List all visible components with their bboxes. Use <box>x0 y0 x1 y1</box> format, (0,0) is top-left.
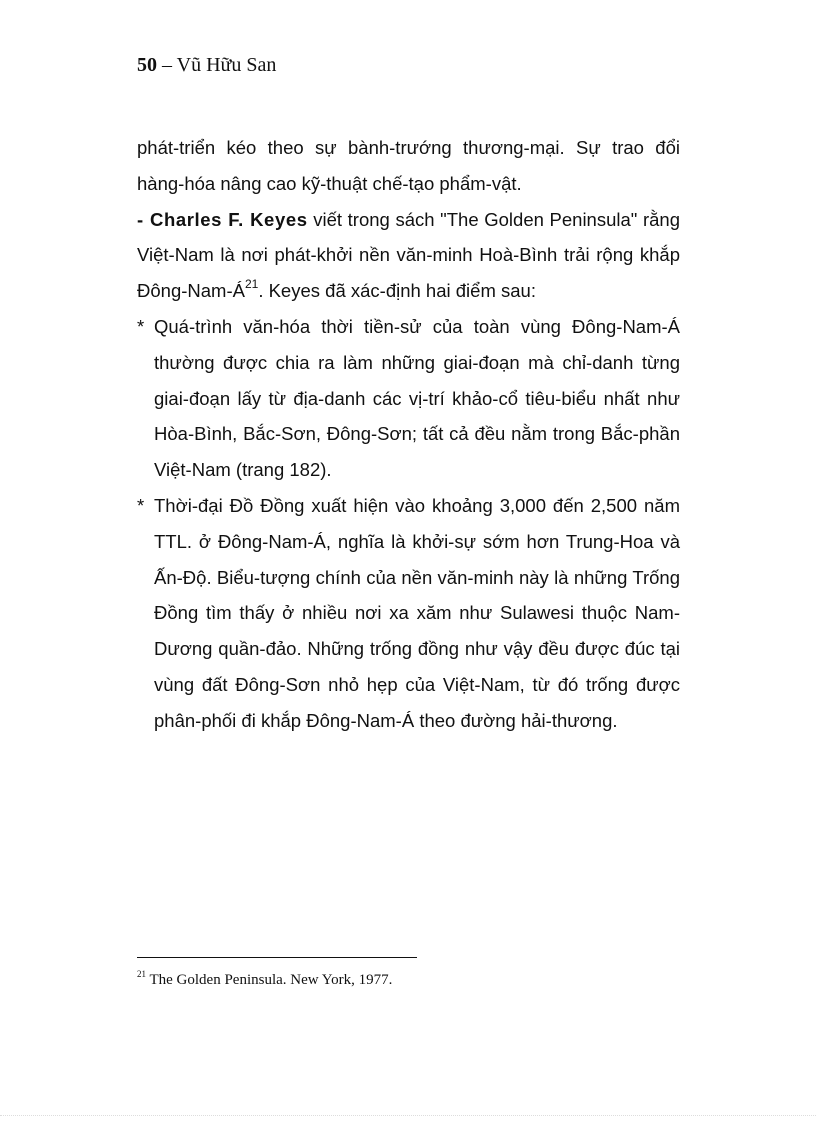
bullet-text-1: Quá-trình văn-hóa thời tiền-sử của toàn vùng Đông-Nam-Á thường được chia ra làm những giai-đoạn mà chỉ-danh từng giai-đoạn lấy từ địa-danh các vị-trí khảo-cổ tiêu-biểu nhất như Hòa-Bình, Bắc-Sơn, Đông-Sơn; tất cả đều nằm trong Bắc-phần Việt-Nam (trang 182). <box>154 315 680 481</box>
bullet-marker: * <box>137 315 145 337</box>
header-author: Vũ Hữu San <box>176 54 277 76</box>
footnote <box>137 969 393 989</box>
bullet-marker: * <box>137 494 145 516</box>
footnote-reference: 21 <box>244 277 259 292</box>
page-number: 50 <box>137 54 157 76</box>
bullet-item-2 <box>137 488 680 739</box>
footnote-number: 21 <box>137 969 146 979</box>
bullet-text-2: Thời-đại Đồ Đồng xuất hiện vào khoảng 3,000 đến 2,500 năm TTL. ở Đông-Nam-Á, nghĩa là khởi-sự sớm hơn Trung-Hoa và Ấn-Độ. Biểu-tượng chính của nền văn-minh này là những Trống Đồng tìm thấy ở nhiều nơi xa xăm như Sulawesi thuộc Nam-Dương quần-đảo. Những trống đồng như vậy đều được đúc tại vùng đất Đông-Sơn nhỏ hẹp của Việt-Nam, từ đó trống được phân-phối đi khắp Đông-Nam-Á theo đường hải-thương. <box>154 494 680 731</box>
page-bottom-edge <box>0 1115 816 1116</box>
page-header <box>137 54 276 77</box>
footnote-text: The Golden Peninsula. New York, 1977. <box>146 972 393 988</box>
paragraph-keyes-text: viết trong sách "The Golden Peninsula" rằng Việt-Nam là nơi phát-khởi nền văn-minh Hoà-Bình trải rộng khắp Đông-Nam-Á <box>137 208 680 302</box>
bullet-item-1 <box>137 309 680 488</box>
footnote-divider <box>137 957 417 958</box>
author-name: - Charles F. Keyes <box>137 208 308 230</box>
paragraph-intro: phát-triển kéo theo sự bành-trướng thương-mại. Sự trao đổi hàng-hóa nâng cao kỹ-thuật chế-tạo phẩm-vật. <box>137 137 680 194</box>
header-separator: – <box>157 54 177 76</box>
body-text <box>137 130 680 739</box>
paragraph-keyes-tail: . Keyes đã xác-định hai điểm sau: <box>258 280 536 302</box>
paragraph-keyes <box>137 202 680 309</box>
